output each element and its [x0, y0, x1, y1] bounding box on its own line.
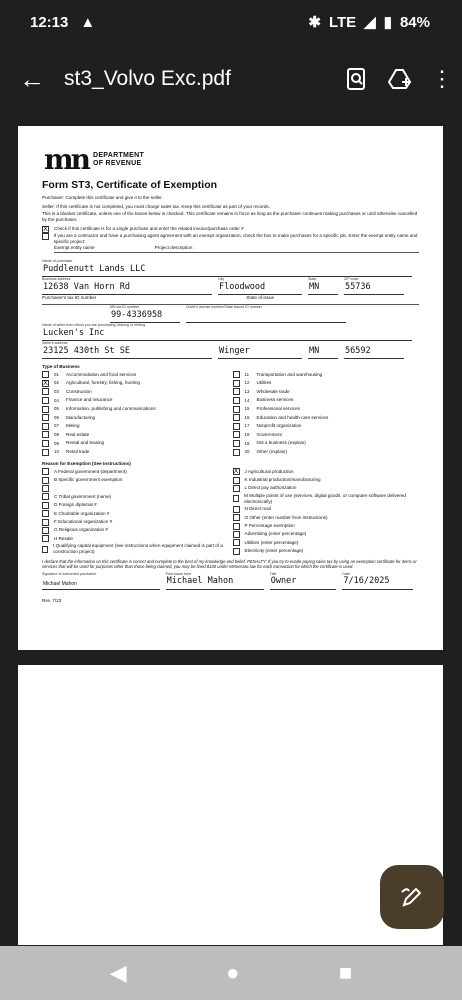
state-value: MN [309, 281, 320, 292]
business-type-checkbox [42, 397, 49, 404]
business-code: 19 [244, 440, 250, 446]
business-code: 03 [54, 389, 59, 394]
app-notification-icon: ▲ [80, 13, 96, 31]
reason-checkbox [42, 510, 49, 517]
signature-value: Michael Mahon [43, 581, 77, 588]
reason-row [42, 468, 229, 476]
mn-tax-id-label: MN tax ID number [110, 305, 140, 310]
reason-checkbox [42, 546, 48, 553]
reason-label: L Direct pay authorization [244, 485, 297, 491]
business-type-checkbox [233, 431, 240, 438]
state-label: State [308, 277, 317, 282]
reason-row [233, 522, 420, 530]
seller-name-label: Name of seller from whom you are purchasing, leasing or renting [42, 323, 146, 328]
reason-row [42, 510, 229, 518]
date-label: Date [342, 571, 350, 576]
project-label: Project description [154, 245, 193, 251]
mn-tax-row [42, 305, 419, 323]
seller-name-field [42, 323, 412, 341]
network-label: LTE [328, 13, 357, 31]
reason-heading: Reason for Exemption (See Instructions) [42, 461, 131, 467]
purchaser-name: Puddlenutt Lands LLC [43, 263, 146, 274]
business-label: Construction [66, 388, 92, 394]
reason-grid [42, 468, 419, 556]
system-nav-bar [0, 946, 462, 1000]
single-purchase-row [42, 226, 419, 233]
seller-state-value: MN [309, 345, 320, 356]
business-type-row [42, 405, 229, 414]
seller-intro: Seller: If this certificate is not completed, you must charge sales tax. Keep this certificate as part of your records. [42, 204, 271, 210]
business-type-checkbox [42, 423, 49, 430]
print-name-value: Michael Mahon [166, 576, 234, 587]
reason-row [42, 501, 229, 509]
drive-add-icon[interactable] [378, 57, 422, 101]
business-type-row [42, 448, 229, 457]
reason-label: O Other (enter number from instructions) [244, 514, 328, 520]
reason-row [233, 539, 420, 547]
mn-revenue-logo [44, 143, 419, 176]
business-code: 12 [244, 380, 250, 386]
reason-row [42, 535, 229, 543]
pen-edit-icon [399, 884, 425, 910]
reason-label: J Agricultural production [244, 468, 294, 474]
business-type-row [42, 413, 229, 422]
business-code: 10 [54, 449, 59, 455]
reason-label: Advertising (enter percentage) [244, 531, 307, 537]
seller-address-row [42, 341, 419, 359]
business-type-row [42, 379, 229, 388]
single-purchase-checkbox: X [43, 225, 48, 233]
more-options-icon[interactable]: ⋮ [431, 66, 453, 91]
business-label: Utilities [256, 380, 272, 386]
business-label: Finance and insurance [66, 397, 113, 403]
business-type-row [42, 422, 229, 431]
signature-label: Signature of authorized purchaser [42, 571, 97, 576]
business-code: 20 [244, 449, 250, 455]
contractor-label: If you are a contractor and have a purchasing agent agreement with an exempt organization, check the box to make purchases for a specific job. Enter the exempt entity name and specific project: [53, 232, 418, 245]
business-label: Real estate [66, 431, 90, 437]
reason-row [42, 493, 229, 501]
business-label: Business services [256, 397, 294, 403]
mn-tax-id-value: 99-4336958 [111, 309, 163, 320]
dept-line-1: DEPARTMENT [92, 152, 145, 159]
business-type-row [42, 396, 229, 405]
reason-label: Electricity (enter percentage) [244, 548, 304, 554]
reason-checkbox [42, 502, 49, 509]
reason-row [233, 547, 420, 555]
business-type-checkbox [42, 440, 49, 447]
business-label: Professional services [256, 406, 300, 412]
business-label: Agricultural, forestry, fishing, hunting [66, 380, 140, 386]
business-code: 11 [244, 371, 250, 377]
reason-label: A Federal government (department) [54, 468, 127, 474]
business-type-checkbox [233, 449, 240, 456]
state-issue-label: State of issue [246, 295, 275, 301]
nav-recents-icon[interactable]: ■ [338, 960, 353, 985]
business-type-row [233, 431, 420, 440]
reason-checkbox [233, 495, 240, 502]
reason-label: C Tribal government (name) [54, 493, 112, 499]
business-right-column [233, 370, 420, 456]
dept-line-2: OF REVENUE [92, 160, 142, 167]
reason-checkbox [42, 477, 49, 484]
reason-row [233, 530, 420, 538]
business-left-column [42, 370, 229, 456]
business-label: Mining [66, 423, 80, 429]
business-code: 04 [54, 397, 59, 403]
business-code: 17 [244, 423, 250, 429]
business-type-row [233, 439, 420, 448]
business-type-row [42, 388, 229, 397]
business-type-row [233, 448, 420, 457]
business-type-checkbox [42, 431, 49, 438]
reason-checkbox [233, 514, 240, 521]
exempt-entity-label: Exempt entity name [54, 245, 95, 251]
business-code: 01 [54, 371, 59, 377]
business-type-row [233, 396, 420, 405]
business-type-grid [42, 370, 419, 456]
bluetooth-icon: ✱ [308, 14, 321, 31]
business-type-checkbox [42, 414, 49, 421]
seller-address-value: 23125 430th St SE [43, 345, 130, 356]
edit-pdf-fab[interactable] [380, 865, 444, 929]
reason-row [233, 468, 420, 476]
business-type-checkbox [233, 414, 240, 421]
zip-label: ZIP code [344, 277, 359, 282]
signal-icon: ◢ [364, 14, 376, 31]
reason-checkbox [233, 531, 240, 538]
address-label: Business address [42, 277, 71, 282]
signature-row [42, 572, 419, 590]
form-title: Form ST3, Certificate of Exemption [42, 179, 218, 191]
reason-label: G Religious organization # [54, 527, 108, 533]
reason-row [42, 484, 229, 492]
zip-value: 55736 [345, 281, 371, 292]
print-name-label: Print name here [165, 571, 192, 576]
business-label: Retail trade [66, 449, 90, 455]
business-code: 05 [54, 406, 59, 412]
single-purchase-label: Check if this certificate is for a single purchase and enter the related invoice/purchase order # [54, 225, 244, 231]
reason-row [233, 514, 420, 522]
nav-home-icon[interactable]: ● [226, 960, 240, 985]
business-code: 15 [244, 406, 250, 412]
type-heading: Type of Business [42, 364, 80, 370]
business-type-row [42, 431, 229, 440]
tax-id-label: Purchaser's tax ID number [42, 295, 97, 301]
business-label: Transportation and warehousing [256, 371, 323, 377]
business-label: Education and health-care services [256, 414, 329, 420]
reason-checkbox: X [233, 468, 239, 476]
business-type-checkbox [233, 371, 240, 378]
purchaser-intro: Purchaser: Complete this certificate and give it to the seller. [42, 195, 163, 201]
business-code: 06 [54, 414, 59, 420]
reason-label: N Direct mail [244, 506, 271, 512]
reason-checkbox [42, 468, 49, 475]
battery-icon: ▮ [383, 14, 392, 31]
reason-checkbox [42, 493, 49, 500]
business-code: 08 [54, 431, 59, 437]
business-label: Nonprofit organization [256, 423, 302, 429]
business-type-checkbox [42, 449, 49, 456]
reason-right-column [233, 468, 420, 556]
business-code: 14 [244, 397, 250, 403]
seller-zip-value: 56592 [345, 345, 371, 356]
business-code: 02 [54, 380, 59, 386]
seller-city-value: Winger [219, 345, 250, 356]
business-code: 18 [244, 431, 250, 437]
battery-level: 84% [399, 13, 430, 31]
reason-label: F Educational organization # [54, 519, 113, 525]
back-arrow-icon[interactable]: ← [19, 63, 45, 94]
business-type-row [233, 370, 420, 379]
declaration: I declare that the information on this certificate is correct and complete to the best of my knowledge and belief. PENALTY: If you try to evade paying sales tax by using an exemption certificate for items or services that will be used for purposes other than those being claimed, you may be fined $100 under Minnesota law for each transaction for which the certificate is used. [42, 558, 417, 570]
blanket-note: This is a blanket certificate, unless one of the boxes below is checked. This certificate remains in force as long as the purchaser continues making purchases or until otherwise cancelled by the purchaser. [42, 210, 418, 222]
reason-row [233, 505, 420, 513]
business-type-checkbox [42, 406, 49, 413]
reason-checkbox [233, 477, 240, 484]
purchaser-name-field [42, 259, 412, 277]
seller-address-label: Seller's address [42, 341, 68, 346]
title-label: Title [269, 571, 277, 576]
project-row [54, 245, 419, 253]
reason-left-column [42, 468, 229, 556]
business-type-checkbox: X [43, 379, 48, 387]
business-label: Manufacturing [66, 414, 96, 420]
search-document-icon[interactable] [334, 57, 378, 101]
reason-row [42, 476, 229, 484]
revision-note: Rev. 7/23 [42, 597, 62, 603]
business-code: 07 [54, 423, 59, 429]
business-type-checkbox [42, 388, 49, 395]
business-label: Information, publishing and communications [66, 406, 156, 412]
dl-label: Driver's license number/State issued ID number [186, 305, 262, 310]
business-label: Rental and leasing [66, 440, 105, 446]
reason-row [42, 526, 229, 534]
business-type-checkbox [233, 397, 240, 404]
reason-checkbox [233, 485, 240, 492]
business-type-checkbox [233, 406, 240, 413]
title-value: Owner [270, 576, 297, 587]
reason-checkbox [233, 539, 240, 546]
reason-label: H Resale [54, 535, 73, 541]
reason-label: Utilities (enter percentage) [244, 539, 299, 545]
business-type-checkbox [42, 371, 49, 378]
reason-label: D Foreign diplomat # [54, 502, 97, 508]
business-code: 13 [244, 389, 250, 394]
business-label: Accommodation and food services [66, 371, 137, 377]
business-type-row [233, 422, 420, 431]
city-label: City [218, 277, 225, 282]
reason-checkbox [233, 548, 240, 555]
business-type-row [42, 370, 229, 379]
contractor-checkbox [42, 233, 49, 240]
reason-checkbox [233, 506, 240, 513]
reason-label: M Multiple points of use (services, digital goods, or computer software delivered electronically) [244, 492, 406, 504]
business-label: Wholesale trade [256, 388, 290, 394]
business-type-row [42, 439, 229, 448]
business-type-row [233, 379, 420, 388]
reason-checkbox [42, 535, 49, 542]
reason-label: B Specific government exemption [54, 477, 123, 483]
reason-label: K Industrial production/manufacturing [244, 477, 321, 483]
business-label: Government [256, 431, 282, 437]
nav-back-icon[interactable]: ◀ [109, 960, 127, 985]
status-bar [0, 0, 462, 44]
pdf-page-1[interactable] [18, 126, 443, 650]
business-type-row [233, 388, 420, 397]
document-title: st3_Volvo Exc.pdf [64, 67, 231, 90]
app-toolbar [0, 52, 462, 106]
address-row [42, 277, 419, 295]
mn-logo-icon: mn [44, 143, 88, 176]
reason-row [233, 476, 420, 484]
status-time: 12:13 [30, 13, 69, 31]
business-type-checkbox [233, 440, 240, 447]
date-value: 7/16/2025 [343, 576, 390, 587]
purchaser-name-label: Name of purchaser [42, 259, 73, 264]
reason-label: P Percentage exemption [244, 523, 295, 529]
reason-checkbox [233, 523, 240, 530]
business-type-checkbox [233, 423, 240, 430]
business-code: 16 [244, 414, 250, 420]
address-value: 12638 Van Horn Rd [43, 281, 130, 292]
business-type-row [233, 405, 420, 414]
reason-checkbox [42, 485, 49, 492]
seller-name-value: Lucken's Inc [43, 327, 105, 338]
reason-checkbox [42, 527, 49, 534]
reason-label: I Qualifying capital equipment (see instructions when equipment claimed is part of a construction project) [53, 543, 223, 555]
reason-row [233, 493, 420, 505]
business-label: Other (explain) [256, 449, 287, 455]
business-type-checkbox [233, 388, 240, 395]
city-value: Floodwood [219, 281, 266, 292]
business-type-row [233, 413, 420, 422]
tax-id-row [42, 295, 419, 305]
contractor-row [42, 233, 419, 245]
reason-row [42, 543, 229, 555]
business-code: 09 [54, 440, 59, 446]
business-type-checkbox [233, 380, 240, 387]
reason-row [233, 484, 420, 492]
reason-row [42, 518, 229, 526]
reason-label: E Charitable organization # [54, 510, 110, 516]
business-label: Not a business (explain) [256, 440, 306, 446]
reason-checkbox [42, 519, 49, 526]
